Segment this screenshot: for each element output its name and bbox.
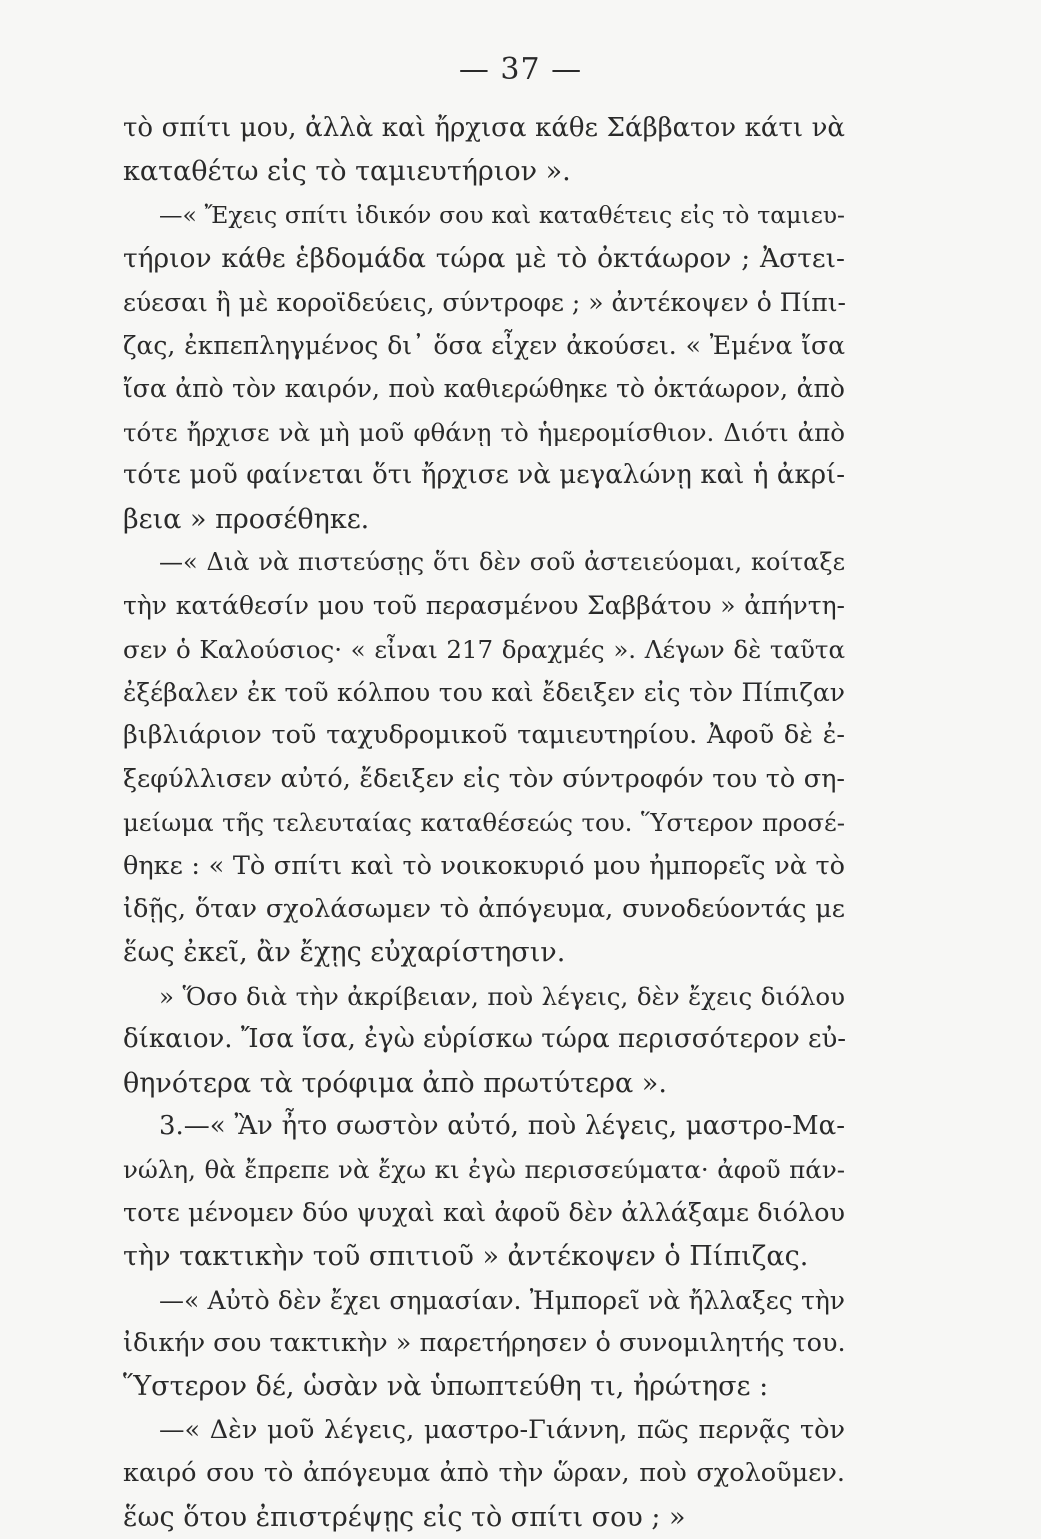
text-line: θηκε : « Τὸ σπίτι καὶ τὸ νοικοκυριό μου ἠμπορεῖς νὰ τὸ: [123, 850, 845, 881]
text-line: καιρό σου τὸ ἀπόγευμα ἀπὸ τὴν ὥραν, ποὺ σχολοῦμεν.: [123, 1458, 845, 1489]
body-text: [123, 107, 845, 1539]
text-line: ξεφύλλισεν αὐτό, ἔδειξεν εἰς τὸν σύντροφόν του τὸ ση-: [123, 763, 845, 794]
text-line: βιβλιάριον τοῦ ταχυδρομικοῦ ταμιευτηρίου. Ἀφοῦ δὲ ἐ-: [123, 720, 845, 751]
text-line: τήριον κάθε ἑβδομάδα τώρα μὲ τὸ ὀκτάωρον ; Ἀστει-: [123, 243, 845, 275]
text-line: » Ὅσο διὰ τὴν ἀκρίβειαν, ποὺ λέγεις, δὲν ἔχεις διόλου: [159, 981, 845, 1011]
text-line: σεν ὁ Καλούσιος· « εἶναι 217 δραχμές ». Λέγων δὲ ταῦτα: [123, 634, 845, 664]
text-line: τότε ἤρχισε νὰ μὴ μοῦ φθάνῃ τὸ ἡμερομίσθιον. Διότι ἀπὸ: [123, 417, 845, 447]
text-line: δίκαιον. Ἴσα ἴσα, ἐγὼ εὑρίσκω τώρα περισσότερον εὐ-: [123, 1024, 847, 1055]
text-line: 3.—« Ἂν ἦτο σωστὸν αὐτό, ποὺ λέγεις, μαστρο-Μα-: [159, 1110, 845, 1141]
text-line: θηνότερα τὰ τρόφιμα ἀπὸ πρωτύτερα ».: [123, 1067, 667, 1099]
text-line: ἴσα ἀπὸ τὸν καιρόν, ποὺ καθιερώθηκε τὸ ὀκτάωρον, ἀπὸ: [123, 374, 845, 404]
text-line: μείωμα τῆς τελευταίας καταθέσεώς του. Ὕστερον προσέ-: [123, 808, 845, 838]
text-line: —« Αὐτὸ δὲν ἔχει σημασίαν. Ἠμπορεῖ νὰ ἤλλαξες τὴν: [159, 1285, 845, 1315]
text-line: νώλη, θὰ ἔπρεπε νὰ ἔχω κι ἐγὼ περισσεύματα· ἀφοῦ πάν-: [123, 1155, 845, 1185]
text-line: ἕως ἐκεῖ, ἂν ἔχῃς εὐχαρίστησιν.: [123, 937, 566, 969]
text-line: —« Ἔχεις σπίτι ἰδικόν σου καὶ καταθέτεις εἰς τὸ ταμιευ-: [159, 200, 845, 229]
text-line: τὸ σπίτι μου, ἀλλὰ καὶ ἤρχισα κάθε Σάββατον κάτι νὰ: [123, 113, 845, 143]
text-line: ζας, ἐκπεπληγμένος δι᾽ ὅσα εἶχεν ἀκούσει. « Ἐμένα ἴσα: [123, 330, 845, 360]
text-line: τὴν κατάθεσίν μου τοῦ περασμένου Σαββάτου » ἀπήντη-: [123, 591, 845, 621]
text-line: τὴν τακτικὴν τοῦ σπιτιοῦ » ἀντέκοψεν ὁ Πίπιζας.: [123, 1241, 809, 1273]
page-number: — 37 —: [458, 52, 583, 87]
text-line: ἐξέβαλεν ἐκ τοῦ κόλπου του καὶ ἔδειξεν εἰς τὸν Πίπιζαν: [123, 678, 845, 708]
text-line: ἰδικήν σου τακτικὴν » παρετήρησεν ὁ συνομιλητής του.: [123, 1327, 846, 1358]
text-line: τότε μοῦ φαίνεται ὅτι ἤρχισε νὰ μεγαλώνῃ καὶ ἡ ἀκρί-: [123, 460, 845, 491]
text-line: βεια » προσέθηκε.: [123, 503, 370, 535]
text-line: τοτε μένομεν δύο ψυχαὶ καὶ ἀφοῦ δὲν ἀλλάξαμε διόλου: [123, 1197, 845, 1228]
text-line: καταθέτω εἰς τὸ ταμιευτήριον ».: [123, 156, 571, 188]
text-line: εύεσαι ἢ μὲ κοροϊδεύεις, σύντροφε ; » ἀντέκοψεν ὁ Πίπι-: [123, 287, 846, 317]
text-line: ἰδῇς, ὅταν σχολάσωμεν τὸ ἀπόγευμα, συνοδεύοντάς με: [123, 894, 845, 925]
text-line: —« Διὰ νὰ πιστεύσῃς ὅτι δὲν σοῦ ἀστειεύομαι, κοίταξε: [159, 547, 845, 576]
text-line: —« Δὲν μοῦ λέγεις, μαστρο-Γιάννη, πῶς περνᾷς τὸν: [159, 1414, 845, 1445]
text-line: ἕως ὅτου ἐπιστρέψῃς εἰς τὸ σπίτι σου ; »: [123, 1501, 686, 1533]
text-line: Ὕστερον δέ, ὡσὰν νὰ ὑπωπτεύθη τι, ἠρώτησε :: [123, 1371, 769, 1403]
